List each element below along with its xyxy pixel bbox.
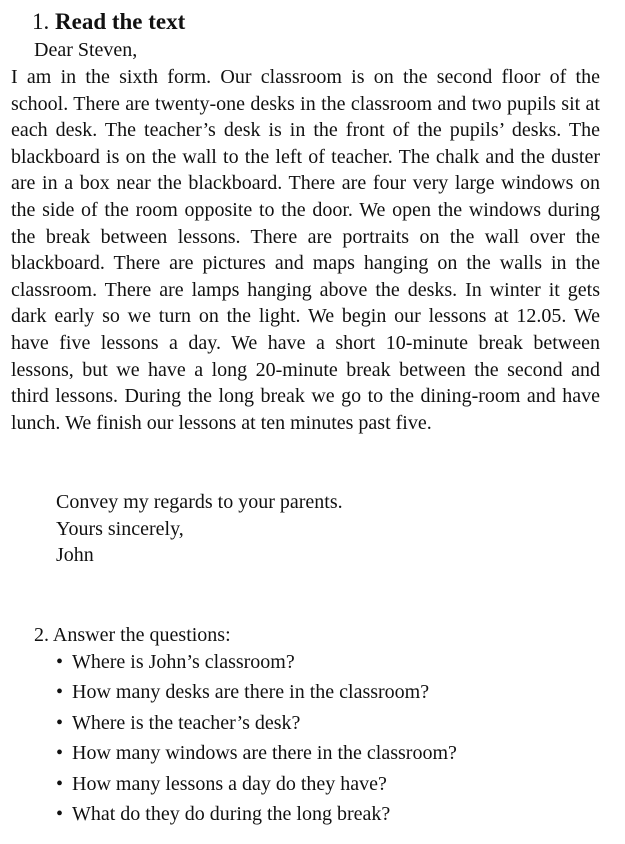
question-text: What do they do during the long break? xyxy=(72,803,391,826)
question-text: How many desks are there in the classroom? xyxy=(72,681,430,704)
question-text: Where is John’s classroom? xyxy=(72,651,295,673)
letter-body: I am in the sixth form. Our classroom is on the second floor of the school. There are twenty-one desks in the classroom and two pupils sit at each desk. The teacher’s desk is in the front of the pupils’ desks. The blackboard is on the wall to the left of teacher. The chalk and the duster are in a box near the blackboard. There are four very large windows on the side of the room opposite to the door. We open the windows during the break between lessons. There are portraits on the wall over the blackboard. There are pictures and maps hanging on the walls in the classroom. There are lamps hanging above the desks. In winter it gets dark early so we turn on the light. We begin our lessons at 12.05. We have five lessons a day. We have a short 10-minute break between lessons, but we have a long 20-minute break between the second and third lessons. During the long break we go to the dining-room and have lunch. We finish our lessons at ten minutes past five. xyxy=(11,66,600,434)
question-item xyxy=(56,677,457,707)
question-item xyxy=(56,708,457,738)
question-text: How many windows are there in the classroom? xyxy=(72,742,457,765)
bullet-icon: • xyxy=(56,681,64,704)
letter-sign-off: Yours sincerely, xyxy=(56,518,184,540)
bullet-icon: • xyxy=(56,803,64,826)
question-text: Where is the teacher’s desk? xyxy=(72,711,301,734)
task-1-number: 1. xyxy=(32,9,50,34)
bullet-icon: • xyxy=(56,742,64,765)
question-item xyxy=(56,799,457,829)
question-item xyxy=(56,769,457,799)
question-text: How many lessons a day do they have? xyxy=(72,772,387,795)
bullet-icon: • xyxy=(56,651,64,673)
task-1-title: Read the text xyxy=(55,9,186,34)
question-item xyxy=(56,738,457,768)
letter-greeting: Dear Steven, xyxy=(34,39,138,61)
task-2-heading: 2. Answer the questions: xyxy=(34,624,231,646)
task-1-heading xyxy=(32,7,185,37)
bullet-icon: • xyxy=(56,711,64,734)
question-item xyxy=(56,647,457,677)
letter-signature: John xyxy=(56,544,94,566)
question-list xyxy=(56,647,457,829)
letter-regards: Convey my regards to your parents. xyxy=(56,491,343,513)
bullet-icon: • xyxy=(56,772,64,795)
